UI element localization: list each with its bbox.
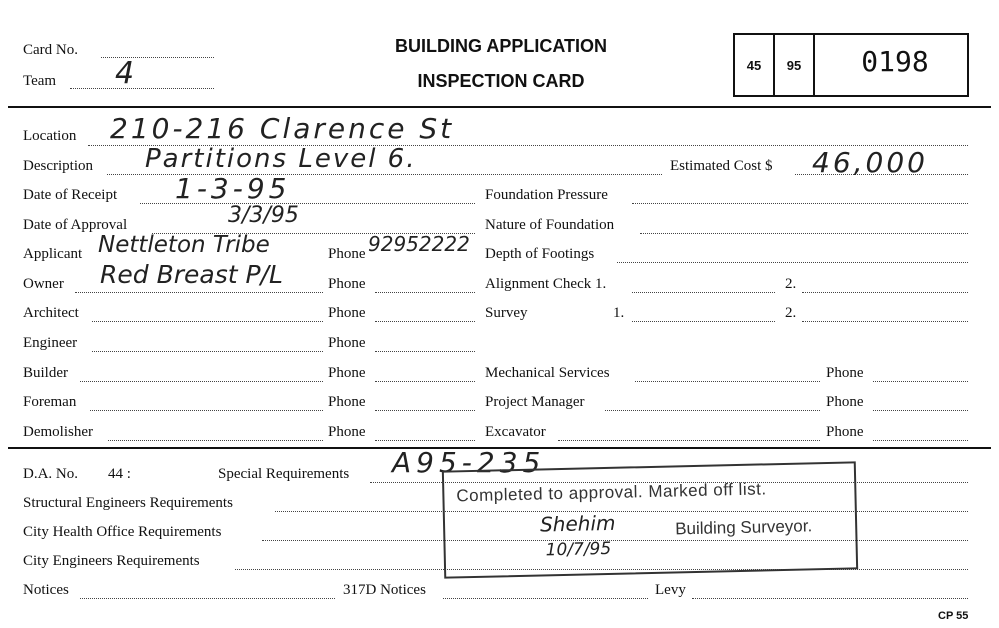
notices-317d-label: 317D Notices	[343, 582, 426, 598]
foundation-pressure-label: Foundation Pressure	[485, 187, 608, 203]
form-title-line2: INSPECTION CARD	[417, 71, 585, 91]
form-title-line1: BUILDING APPLICATION	[395, 36, 607, 56]
team-value: 4	[115, 56, 135, 91]
engineer-phone-label: Phone	[328, 335, 366, 351]
excavator-phone-field[interactable]	[873, 440, 968, 441]
date-approval-value: 3/3/95	[228, 203, 299, 228]
survey-1-field[interactable]	[632, 321, 775, 322]
alignment-check-label: Alignment Check 1.	[485, 276, 607, 292]
description-value: Partitions Level 6.	[145, 144, 417, 174]
owner-phone-field[interactable]	[375, 292, 475, 293]
applicant-phone-label: Phone	[328, 246, 366, 262]
date-approval-label: Date of Approval	[23, 217, 128, 233]
engineer-phone-field[interactable]	[375, 351, 475, 352]
notices-field[interactable]	[80, 598, 335, 599]
project-manager-label: Project Manager	[485, 394, 585, 410]
applicant-value: Nettleton Tribe	[98, 232, 270, 258]
demolisher-phone-field[interactable]	[375, 440, 475, 441]
depth-footings-field[interactable]	[617, 262, 968, 263]
stamp-text: Completed to approval. Marked off list.	[456, 479, 767, 506]
reference-cell-b: 95	[775, 35, 815, 95]
mechanical-label: Mechanical Services	[485, 365, 610, 381]
foreman-phone-field[interactable]	[375, 410, 475, 411]
team-field[interactable]	[70, 88, 214, 89]
form-code: CP 55	[938, 610, 969, 622]
architect-label: Architect	[23, 305, 79, 321]
da-no-value: 44 :	[108, 466, 131, 482]
excavator-field[interactable]	[558, 440, 820, 441]
survey-1-label: 1.	[613, 305, 625, 321]
engineer-label: Engineer	[23, 335, 78, 351]
architect-field[interactable]	[92, 321, 323, 322]
special-requirements-label: Special Requirements	[218, 466, 350, 482]
owner-phone-label: Phone	[328, 276, 366, 292]
foreman-phone-label: Phone	[328, 394, 366, 410]
stamp-role: Building Surveyor.	[674, 516, 813, 539]
date-receipt-label: Date of Receipt	[23, 187, 118, 203]
stamp-signature: Shehim	[539, 510, 616, 537]
owner-field[interactable]	[75, 292, 323, 293]
da-no-label: D.A. No.	[23, 466, 78, 482]
alignment-check-1-field[interactable]	[632, 292, 775, 293]
location-value: 210-216 Clarence St	[110, 112, 455, 145]
estimated-cost-label: Estimated Cost $	[670, 158, 773, 174]
project-manager-phone-field[interactable]	[873, 410, 968, 411]
notices-317d-field[interactable]	[443, 598, 648, 599]
header-divider	[8, 106, 991, 108]
engineer-field[interactable]	[92, 351, 323, 352]
depth-footings-label: Depth of Footings	[485, 246, 595, 262]
city-engineers-label: City Engineers Requirements	[23, 553, 200, 569]
builder-phone-field[interactable]	[375, 381, 475, 382]
alignment-check-2-field[interactable]	[802, 292, 968, 293]
demolisher-phone-label: Phone	[328, 424, 366, 440]
estimated-cost-value: 46,000	[812, 146, 928, 179]
structural-requirements-label: Structural Engineers Requirements	[23, 495, 233, 511]
project-manager-phone-label: Phone	[826, 394, 864, 410]
stamp-date: 10/7/95	[545, 538, 612, 561]
foreman-label: Foreman	[23, 394, 77, 410]
mechanical-phone-label: Phone	[826, 365, 864, 381]
foreman-field[interactable]	[90, 410, 323, 411]
excavator-label: Excavator	[485, 424, 546, 440]
nature-foundation-label: Nature of Foundation	[485, 217, 615, 233]
alignment-check-2-label: 2.	[785, 276, 797, 292]
owner-value: Red Breast P/L	[100, 260, 283, 289]
date-receipt-value: 1-3-95	[175, 172, 291, 205]
card-no-label: Card No.	[23, 42, 78, 58]
applicant-label: Applicant	[23, 246, 83, 262]
health-requirements-label: City Health Office Requirements	[23, 524, 222, 540]
notices-label: Notices	[23, 582, 69, 598]
description-label: Description	[23, 158, 93, 174]
survey-2-label: 2.	[785, 305, 797, 321]
reference-number: 0198	[861, 45, 929, 78]
project-manager-field[interactable]	[605, 410, 820, 411]
team-label: Team	[23, 73, 57, 89]
architect-phone-field[interactable]	[375, 321, 475, 322]
survey-label: Survey	[485, 305, 528, 321]
location-label: Location	[23, 128, 77, 144]
mechanical-phone-field[interactable]	[873, 381, 968, 382]
demolisher-label: Demolisher	[23, 424, 93, 440]
demolisher-field[interactable]	[108, 440, 323, 441]
mechanical-field[interactable]	[635, 381, 820, 382]
survey-2-field[interactable]	[802, 321, 968, 322]
nature-foundation-field[interactable]	[640, 233, 968, 234]
architect-phone-label: Phone	[328, 305, 366, 321]
applicant-phone-value: 92952222	[368, 232, 470, 256]
builder-field[interactable]	[80, 381, 323, 382]
approval-stamp	[442, 461, 858, 578]
builder-phone-label: Phone	[328, 365, 366, 381]
levy-label: Levy	[655, 582, 686, 598]
levy-field[interactable]	[692, 598, 968, 599]
owner-label: Owner	[23, 276, 64, 292]
special-requirements-value: A95-235	[392, 446, 546, 479]
excavator-phone-label: Phone	[826, 424, 864, 440]
foundation-pressure-field[interactable]	[632, 203, 968, 204]
builder-label: Builder	[23, 365, 68, 381]
reference-box	[733, 33, 969, 97]
reference-cell-a: 45	[735, 35, 775, 95]
